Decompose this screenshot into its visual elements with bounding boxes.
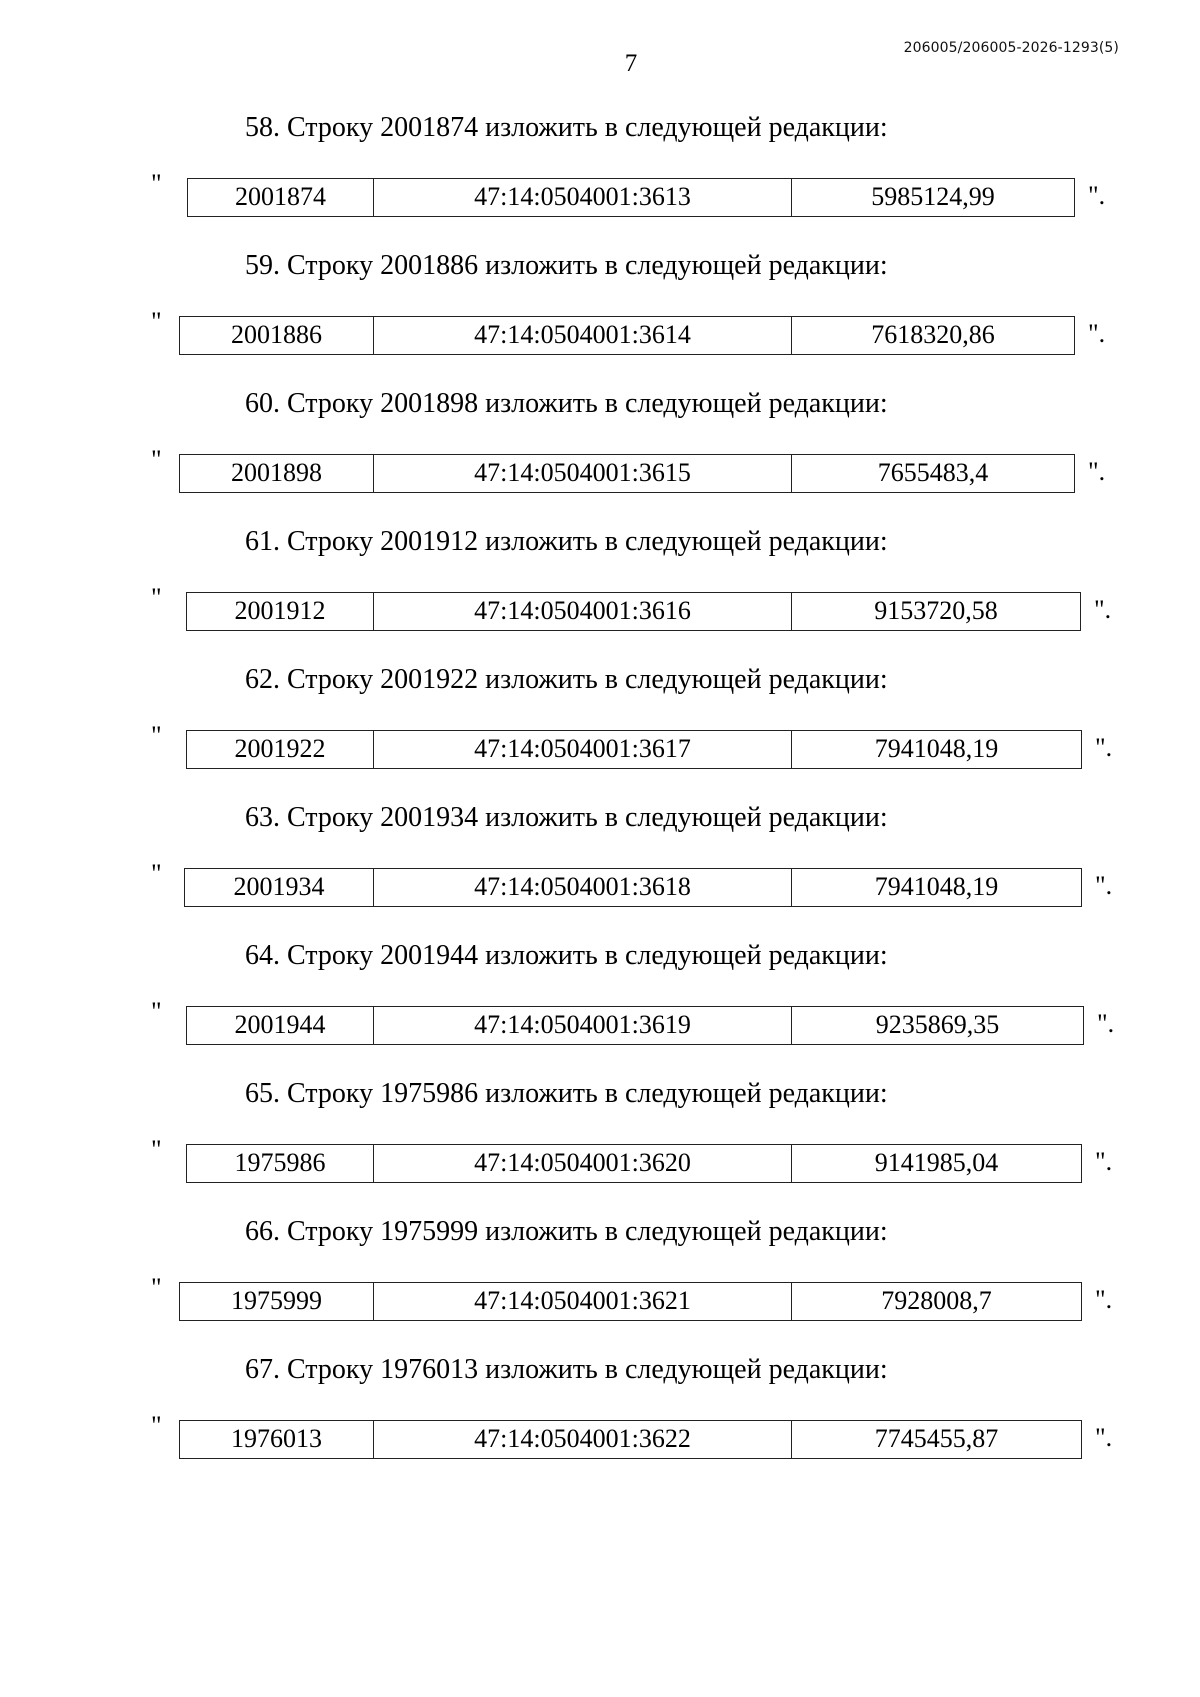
row-code-cell: 2001944 bbox=[187, 1007, 374, 1044]
cadastral-number-cell: 47:14:0504001:3618 bbox=[374, 869, 792, 906]
amendment-table-row bbox=[179, 454, 1075, 493]
amendment-heading: 62. Строку 2001922 изложить в следующей редакции: bbox=[245, 664, 888, 695]
amendment-table-row bbox=[179, 1282, 1082, 1321]
closing-quote: ". bbox=[1095, 733, 1113, 762]
amendment-item bbox=[0, 388, 1200, 526]
closing-quote: ". bbox=[1088, 319, 1106, 348]
amendment-table-row bbox=[186, 1006, 1084, 1045]
closing-quote: ". bbox=[1095, 1423, 1113, 1452]
row-code-cell: 1976013 bbox=[180, 1421, 374, 1458]
closing-quote: ". bbox=[1095, 1285, 1113, 1314]
cadastral-number-cell: 47:14:0504001:3617 bbox=[374, 731, 792, 768]
value-cell: 7655483,4 bbox=[877, 458, 989, 487]
document-reference-number: 206005/206005-2026-1293(5) bbox=[903, 40, 1119, 56]
amendment-table-row bbox=[186, 730, 1082, 769]
amendment-item bbox=[0, 526, 1200, 664]
value-cell: 7941048,19 bbox=[874, 872, 999, 901]
amendment-item bbox=[0, 664, 1200, 802]
opening-quote: " bbox=[151, 445, 162, 474]
opening-quote: " bbox=[151, 997, 162, 1026]
cadastral-number-cell: 47:14:0504001:3620 bbox=[374, 1145, 792, 1182]
opening-quote: " bbox=[151, 859, 162, 888]
opening-quote: " bbox=[151, 169, 162, 198]
opening-quote: " bbox=[151, 721, 162, 750]
amendment-heading: 64. Строку 2001944 изложить в следующей редакции: bbox=[245, 940, 888, 971]
row-code-cell: 2001898 bbox=[180, 455, 374, 492]
cadastral-number-cell: 47:14:0504001:3613 bbox=[374, 179, 792, 216]
opening-quote: " bbox=[151, 583, 162, 612]
amendment-item bbox=[0, 250, 1200, 388]
closing-quote: ". bbox=[1095, 871, 1113, 900]
amendment-table-row bbox=[184, 868, 1082, 907]
value-cell: 7928008,7 bbox=[881, 1286, 992, 1315]
closing-quote: ". bbox=[1095, 1147, 1113, 1176]
amendment-heading: 63. Строку 2001934 изложить в следующей редакции: bbox=[245, 802, 888, 833]
page-number: 7 bbox=[624, 50, 638, 77]
amendment-table-row bbox=[179, 316, 1075, 355]
amendment-item bbox=[0, 1078, 1200, 1216]
closing-quote: ". bbox=[1097, 1009, 1115, 1038]
amendment-heading: 58. Строку 2001874 изложить в следующей редакции: bbox=[245, 112, 888, 143]
row-code-cell: 2001912 bbox=[187, 593, 374, 630]
value-cell: 7941048,19 bbox=[874, 734, 999, 763]
amendment-table-row bbox=[186, 1144, 1082, 1183]
value-cell: 9153720,58 bbox=[874, 596, 998, 625]
amendment-heading: 67. Строку 1976013 изложить в следующей редакции: bbox=[245, 1354, 888, 1385]
row-code-cell: 2001934 bbox=[185, 869, 374, 906]
closing-quote: ". bbox=[1094, 595, 1112, 624]
amendment-heading: 59. Строку 2001886 изложить в следующей редакции: bbox=[245, 250, 888, 281]
amendment-item bbox=[0, 1354, 1200, 1492]
row-code-cell: 1975986 bbox=[187, 1145, 374, 1182]
amendment-heading: 65. Строку 1975986 изложить в следующей редакции: bbox=[245, 1078, 888, 1109]
cadastral-number-cell: 47:14:0504001:3615 bbox=[374, 455, 792, 492]
amendment-heading: 61. Строку 2001912 изложить в следующей редакции: bbox=[245, 526, 888, 557]
opening-quote: " bbox=[151, 1135, 162, 1164]
row-code-cell: 2001922 bbox=[187, 731, 374, 768]
amendment-table-row bbox=[179, 1420, 1082, 1459]
value-cell: 7745455,87 bbox=[874, 1424, 999, 1453]
cadastral-number-cell: 47:14:0504001:3614 bbox=[374, 317, 792, 354]
closing-quote: ". bbox=[1088, 457, 1106, 486]
row-code-cell: 1975999 bbox=[180, 1283, 374, 1320]
amendment-item bbox=[0, 112, 1200, 250]
value-cell: 9235869,35 bbox=[875, 1010, 1000, 1039]
amendment-table-row bbox=[187, 178, 1075, 217]
amendment-table-row bbox=[186, 592, 1081, 631]
amendment-item bbox=[0, 1216, 1200, 1354]
amendment-heading: 60. Строку 2001898 изложить в следующей редакции: bbox=[245, 388, 888, 419]
cadastral-number-cell: 47:14:0504001:3622 bbox=[374, 1421, 792, 1458]
cadastral-number-cell: 47:14:0504001:3616 bbox=[374, 593, 792, 630]
cadastral-number-cell: 47:14:0504001:3619 bbox=[374, 1007, 792, 1044]
opening-quote: " bbox=[151, 307, 162, 336]
cadastral-number-cell: 47:14:0504001:3621 bbox=[374, 1283, 792, 1320]
amendment-item bbox=[0, 802, 1200, 940]
value-cell: 5985124,99 bbox=[871, 182, 995, 211]
opening-quote: " bbox=[151, 1411, 162, 1440]
row-code-cell: 2001874 bbox=[188, 179, 374, 216]
value-cell: 7618320,86 bbox=[871, 320, 995, 349]
row-code-cell: 2001886 bbox=[180, 317, 374, 354]
opening-quote: " bbox=[151, 1273, 162, 1302]
value-cell: 9141985,04 bbox=[874, 1148, 999, 1177]
closing-quote: ". bbox=[1088, 181, 1106, 210]
amendment-item bbox=[0, 940, 1200, 1078]
amendment-heading: 66. Строку 1975999 изложить в следующей редакции: bbox=[245, 1216, 888, 1247]
